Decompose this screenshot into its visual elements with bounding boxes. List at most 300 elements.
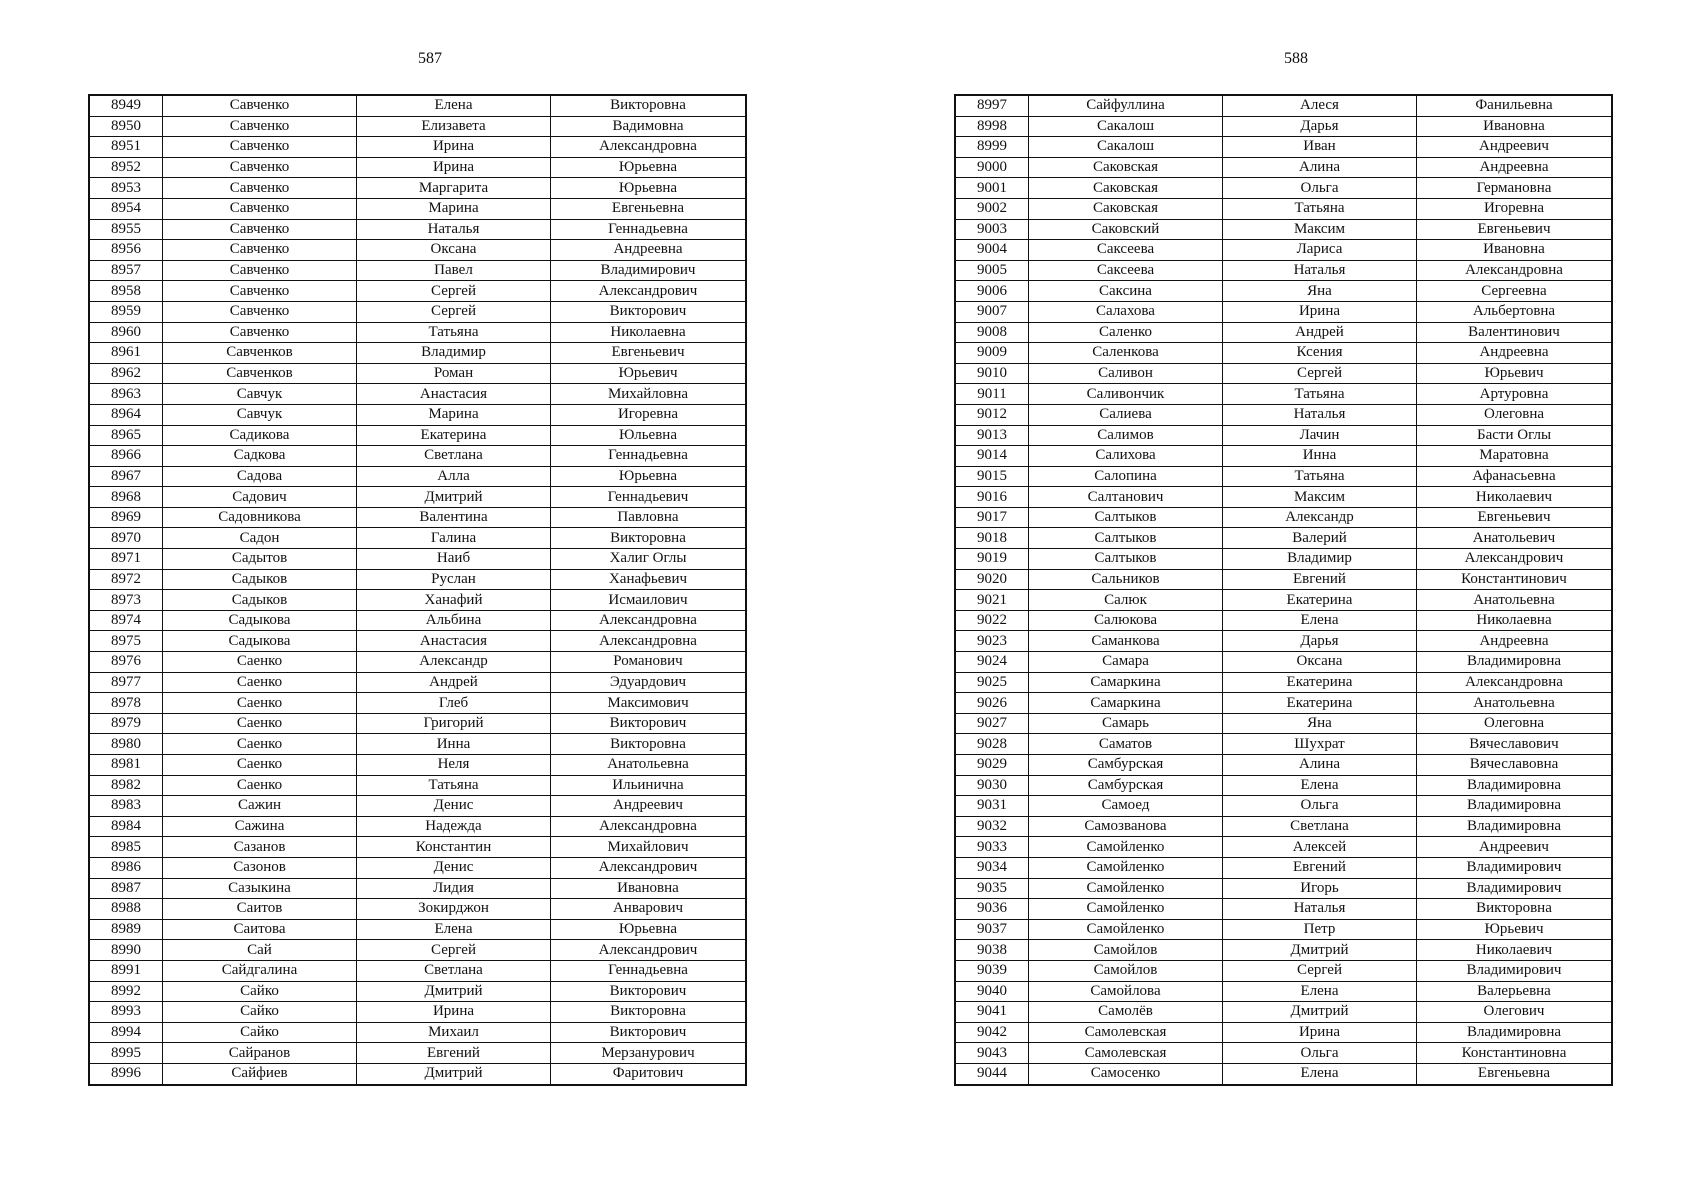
record-number-cell: 9018: [955, 528, 1029, 549]
patronymic-cell: Максимович: [551, 693, 747, 714]
surname-cell: Салюк: [1029, 590, 1223, 611]
record-number-cell: 9027: [955, 713, 1029, 734]
first-name-cell: Евгений: [1223, 857, 1417, 878]
surname-cell: Салихова: [1029, 446, 1223, 467]
first-name-cell: Елена: [1223, 775, 1417, 796]
table-row: [955, 487, 1612, 508]
record-number-cell: 8961: [89, 343, 163, 364]
surname-cell: Салимов: [1029, 425, 1223, 446]
record-number-cell: 9010: [955, 363, 1029, 384]
first-name-cell: Татьяна: [357, 322, 551, 343]
surname-cell: Салтыков: [1029, 507, 1223, 528]
first-name-cell: Маргарита: [357, 178, 551, 199]
table-row: [89, 981, 746, 1002]
first-name-cell: Дмитрий: [1223, 1002, 1417, 1023]
record-number-cell: 9024: [955, 652, 1029, 673]
surname-cell: Садова: [163, 466, 357, 487]
patronymic-cell: Юрьевна: [551, 466, 747, 487]
surname-cell: Самойленко: [1029, 878, 1223, 899]
patronymic-cell: Андреевна: [1417, 157, 1613, 178]
first-name-cell: Ксения: [1223, 343, 1417, 364]
table-row: [89, 899, 746, 920]
patronymic-cell: Андреевич: [551, 796, 747, 817]
first-name-cell: Оксана: [357, 240, 551, 261]
table-row: [89, 507, 746, 528]
record-number-cell: 8990: [89, 940, 163, 961]
surname-cell: Савченков: [163, 343, 357, 364]
table-row: [89, 198, 746, 219]
surname-cell: Савченков: [163, 363, 357, 384]
first-name-cell: Валерий: [1223, 528, 1417, 549]
patronymic-cell: Евгеньевна: [1417, 1063, 1613, 1084]
first-name-cell: Наталья: [1223, 899, 1417, 920]
patronymic-cell: Геннадьевич: [551, 487, 747, 508]
record-number-cell: 8973: [89, 590, 163, 611]
surname-cell: Салахова: [1029, 301, 1223, 322]
first-name-cell: Дмитрий: [357, 487, 551, 508]
table-row: [89, 157, 746, 178]
surname-cell: Савченко: [163, 198, 357, 219]
surname-cell: Самойленко: [1029, 899, 1223, 920]
record-number-cell: 9026: [955, 693, 1029, 714]
first-name-cell: Анастасия: [357, 384, 551, 405]
patronymic-cell: Игоревна: [551, 404, 747, 425]
surname-cell: Савченко: [163, 322, 357, 343]
surname-cell: Саенко: [163, 775, 357, 796]
surname-cell: Сакалош: [1029, 137, 1223, 158]
patronymic-cell: Евгеньевич: [1417, 219, 1613, 240]
patronymic-cell: Викторович: [551, 981, 747, 1002]
table-row: [89, 693, 746, 714]
table-row: [89, 672, 746, 693]
record-number-cell: 9030: [955, 775, 1029, 796]
first-name-cell: Екатерина: [1223, 693, 1417, 714]
surname-cell: Савчук: [163, 384, 357, 405]
first-name-cell: Наиб: [357, 549, 551, 570]
record-number-cell: 8978: [89, 693, 163, 714]
surname-cell: Саенко: [163, 672, 357, 693]
table-row: [955, 301, 1612, 322]
patronymic-cell: Викторовна: [551, 528, 747, 549]
surname-cell: Салтанович: [1029, 487, 1223, 508]
patronymic-cell: Вячеславовна: [1417, 755, 1613, 776]
surname-cell: Саливон: [1029, 363, 1223, 384]
record-number-cell: 8995: [89, 1043, 163, 1064]
record-number-cell: 8993: [89, 1002, 163, 1023]
first-name-cell: Денис: [357, 857, 551, 878]
record-number-cell: 9017: [955, 507, 1029, 528]
table-row: [955, 1002, 1612, 1023]
surname-cell: Саковская: [1029, 178, 1223, 199]
patronymic-cell: Юрьевна: [551, 157, 747, 178]
record-number-cell: 8986: [89, 857, 163, 878]
patronymic-cell: Михайловна: [551, 384, 747, 405]
surname-cell: Саксина: [1029, 281, 1223, 302]
table-row: [955, 404, 1612, 425]
table-row: [955, 919, 1612, 940]
record-number-cell: 9009: [955, 343, 1029, 364]
first-name-cell: Инна: [1223, 446, 1417, 467]
record-number-cell: 8972: [89, 569, 163, 590]
record-number-cell: 9011: [955, 384, 1029, 405]
record-number-cell: 9028: [955, 734, 1029, 755]
patronymic-cell: Анатольевич: [1417, 528, 1613, 549]
surname-cell: Саенко: [163, 755, 357, 776]
patronymic-cell: Владимировна: [1417, 1022, 1613, 1043]
surname-cell: Сайдгалина: [163, 960, 357, 981]
record-number-cell: 8954: [89, 198, 163, 219]
surname-cell: Сазонов: [163, 857, 357, 878]
patronymic-cell: Викторович: [551, 301, 747, 322]
surname-cell: Сазанов: [163, 837, 357, 858]
patronymic-cell: Анатольевна: [551, 755, 747, 776]
first-name-cell: Глеб: [357, 693, 551, 714]
surname-cell: Сажин: [163, 796, 357, 817]
first-name-cell: Ольга: [1223, 1043, 1417, 1064]
surname-cell: Садыков: [163, 590, 357, 611]
first-name-cell: Григорий: [357, 713, 551, 734]
surname-cell: Салтыков: [1029, 549, 1223, 570]
record-number-cell: 9014: [955, 446, 1029, 467]
table-row: [955, 137, 1612, 158]
surname-cell: Сайко: [163, 1022, 357, 1043]
first-name-cell: Ирина: [357, 157, 551, 178]
record-number-cell: 9025: [955, 672, 1029, 693]
record-number-cell: 9002: [955, 198, 1029, 219]
surname-cell: Самолёв: [1029, 1002, 1223, 1023]
first-name-cell: Алеся: [1223, 95, 1417, 116]
surname-cell: Сайфиев: [163, 1063, 357, 1084]
table-row: [955, 528, 1612, 549]
patronymic-cell: Мерзанурович: [551, 1043, 747, 1064]
patronymic-cell: Владимировна: [1417, 775, 1613, 796]
first-name-cell: Марина: [357, 404, 551, 425]
surname-cell: Садкова: [163, 446, 357, 467]
first-name-cell: Наталья: [1223, 260, 1417, 281]
first-name-cell: Инна: [357, 734, 551, 755]
surname-cell: Саливончик: [1029, 384, 1223, 405]
table-row: [89, 178, 746, 199]
patronymic-cell: Владимирович: [1417, 960, 1613, 981]
surname-cell: Саенко: [163, 693, 357, 714]
surname-cell: Саитова: [163, 919, 357, 940]
patronymic-cell: Александрович: [551, 940, 747, 961]
patronymic-cell: Михайлович: [551, 837, 747, 858]
record-number-cell: 9015: [955, 466, 1029, 487]
patronymic-cell: Александровна: [551, 816, 747, 837]
table-row: [955, 219, 1612, 240]
page-number: 588: [1284, 50, 1308, 67]
surname-cell: Сайранов: [163, 1043, 357, 1064]
page-number: 587: [418, 50, 442, 67]
first-name-cell: Роман: [357, 363, 551, 384]
record-number-cell: 8964: [89, 404, 163, 425]
table-row: [955, 95, 1612, 116]
table-row: [89, 281, 746, 302]
first-name-cell: Наталья: [1223, 404, 1417, 425]
first-name-cell: Елена: [357, 95, 551, 116]
surname-cell: Сай: [163, 940, 357, 961]
surname-cell: Саковский: [1029, 219, 1223, 240]
table-row: [89, 343, 746, 364]
roster-table-body: [89, 95, 746, 1085]
first-name-cell: Максим: [1223, 219, 1417, 240]
surname-cell: Самоед: [1029, 796, 1223, 817]
patronymic-cell: Александровна: [551, 137, 747, 158]
table-row: [89, 816, 746, 837]
first-name-cell: Елена: [1223, 1063, 1417, 1084]
table-row: [89, 590, 746, 611]
table-row: [89, 569, 746, 590]
first-name-cell: Константин: [357, 837, 551, 858]
surname-cell: Саенко: [163, 713, 357, 734]
patronymic-cell: Евгеньевич: [1417, 507, 1613, 528]
record-number-cell: 9031: [955, 796, 1029, 817]
record-number-cell: 8987: [89, 878, 163, 899]
table-row: [955, 981, 1612, 1002]
record-number-cell: 8950: [89, 116, 163, 137]
record-number-cell: 9029: [955, 755, 1029, 776]
patronymic-cell: Геннадьевна: [551, 219, 747, 240]
table-row: [89, 610, 746, 631]
first-name-cell: Дарья: [1223, 116, 1417, 137]
patronymic-cell: Андреевна: [551, 240, 747, 261]
record-number-cell: 9016: [955, 487, 1029, 508]
record-number-cell: 8997: [955, 95, 1029, 116]
patronymic-cell: Ивановна: [551, 878, 747, 899]
record-number-cell: 8999: [955, 137, 1029, 158]
first-name-cell: Ханафий: [357, 590, 551, 611]
first-name-cell: Светлана: [357, 960, 551, 981]
patronymic-cell: Владимировна: [1417, 796, 1613, 817]
record-number-cell: 9042: [955, 1022, 1029, 1043]
surname-cell: Саковская: [1029, 198, 1223, 219]
surname-cell: Савченко: [163, 178, 357, 199]
record-number-cell: 9008: [955, 322, 1029, 343]
table-row: [955, 466, 1612, 487]
patronymic-cell: Владимирович: [551, 260, 747, 281]
first-name-cell: Яна: [1223, 713, 1417, 734]
table-row: [955, 116, 1612, 137]
table-row: [89, 1002, 746, 1023]
patronymic-cell: Фанильевна: [1417, 95, 1613, 116]
patronymic-cell: Александрович: [551, 281, 747, 302]
table-row: [955, 569, 1612, 590]
patronymic-cell: Андреевич: [1417, 137, 1613, 158]
patronymic-cell: Альбертовна: [1417, 301, 1613, 322]
record-number-cell: 9012: [955, 404, 1029, 425]
first-name-cell: Надежда: [357, 816, 551, 837]
table-row: [955, 775, 1612, 796]
table-row: [955, 384, 1612, 405]
first-name-cell: Татьяна: [1223, 198, 1417, 219]
record-number-cell: 9044: [955, 1063, 1029, 1084]
first-name-cell: Алексей: [1223, 837, 1417, 858]
patronymic-cell: Александровна: [551, 631, 747, 652]
first-name-cell: Екатерина: [357, 425, 551, 446]
first-name-cell: Сергей: [357, 281, 551, 302]
patronymic-cell: Юрьевна: [551, 919, 747, 940]
right-page: [946, 0, 1646, 1200]
table-row: [89, 487, 746, 508]
table-row: [955, 755, 1612, 776]
surname-cell: Самозванова: [1029, 816, 1223, 837]
surname-cell: Сажина: [163, 816, 357, 837]
record-number-cell: 9003: [955, 219, 1029, 240]
table-row: [955, 590, 1612, 611]
surname-cell: Сакалош: [1029, 116, 1223, 137]
record-number-cell: 8958: [89, 281, 163, 302]
surname-cell: Савченко: [163, 116, 357, 137]
surname-cell: Саитов: [163, 899, 357, 920]
surname-cell: Савченко: [163, 301, 357, 322]
patronymic-cell: Александровна: [551, 610, 747, 631]
surname-cell: Саксеева: [1029, 240, 1223, 261]
patronymic-cell: Викторовна: [1417, 899, 1613, 920]
patronymic-cell: Владимировна: [1417, 652, 1613, 673]
first-name-cell: Дмитрий: [357, 981, 551, 1002]
first-name-cell: Марина: [357, 198, 551, 219]
record-number-cell: 8985: [89, 837, 163, 858]
table-row: [955, 1063, 1612, 1084]
first-name-cell: Алла: [357, 466, 551, 487]
record-number-cell: 8998: [955, 116, 1029, 137]
record-number-cell: 8994: [89, 1022, 163, 1043]
record-number-cell: 8981: [89, 755, 163, 776]
record-number-cell: 8989: [89, 919, 163, 940]
table-row: [89, 466, 746, 487]
surname-cell: Самойленко: [1029, 919, 1223, 940]
surname-cell: Саманкова: [1029, 631, 1223, 652]
first-name-cell: Петр: [1223, 919, 1417, 940]
table-row: [89, 652, 746, 673]
patronymic-cell: Германовна: [1417, 178, 1613, 199]
surname-cell: Самойленко: [1029, 857, 1223, 878]
surname-cell: Савченко: [163, 95, 357, 116]
table-row: [955, 940, 1612, 961]
table-row: [955, 260, 1612, 281]
table-row: [89, 775, 746, 796]
patronymic-cell: Николаевич: [1417, 940, 1613, 961]
record-number-cell: 9037: [955, 919, 1029, 940]
record-number-cell: 9006: [955, 281, 1029, 302]
patronymic-cell: Николаевич: [1417, 487, 1613, 508]
record-number-cell: 8966: [89, 446, 163, 467]
surname-cell: Садон: [163, 528, 357, 549]
table-row: [89, 1063, 746, 1084]
patronymic-cell: Олеговна: [1417, 713, 1613, 734]
table-row: [89, 404, 746, 425]
patronymic-cell: Ханафьевич: [551, 569, 747, 590]
first-name-cell: Андрей: [357, 672, 551, 693]
table-row: [955, 672, 1612, 693]
patronymic-cell: Ивановна: [1417, 116, 1613, 137]
table-row: [955, 178, 1612, 199]
patronymic-cell: Сергеевна: [1417, 281, 1613, 302]
first-name-cell: Александр: [357, 652, 551, 673]
surname-cell: Самбурская: [1029, 755, 1223, 776]
surname-cell: Самаркина: [1029, 693, 1223, 714]
roster-table: [954, 94, 1613, 1086]
surname-cell: Садытов: [163, 549, 357, 570]
first-name-cell: Елена: [1223, 610, 1417, 631]
patronymic-cell: Александровна: [1417, 260, 1613, 281]
roster-table-body: [955, 95, 1612, 1085]
first-name-cell: Светлана: [357, 446, 551, 467]
record-number-cell: 8977: [89, 672, 163, 693]
patronymic-cell: Романович: [551, 652, 747, 673]
record-number-cell: 9041: [955, 1002, 1029, 1023]
record-number-cell: 8971: [89, 549, 163, 570]
record-number-cell: 8988: [89, 899, 163, 920]
table-row: [955, 857, 1612, 878]
table-row: [89, 116, 746, 137]
surname-cell: Салиева: [1029, 404, 1223, 425]
table-row: [955, 363, 1612, 384]
record-number-cell: 8970: [89, 528, 163, 549]
surname-cell: Самолевская: [1029, 1043, 1223, 1064]
first-name-cell: Дмитрий: [357, 1063, 551, 1084]
record-number-cell: 8992: [89, 981, 163, 1002]
record-number-cell: 9038: [955, 940, 1029, 961]
patronymic-cell: Геннадьевна: [551, 960, 747, 981]
first-name-cell: Лариса: [1223, 240, 1417, 261]
surname-cell: Садыкова: [163, 631, 357, 652]
table-row: [955, 693, 1612, 714]
first-name-cell: Сергей: [357, 301, 551, 322]
patronymic-cell: Юрьевич: [1417, 919, 1613, 940]
patronymic-cell: Викторович: [551, 713, 747, 734]
first-name-cell: Евгений: [357, 1043, 551, 1064]
table-row: [89, 837, 746, 858]
table-row: [89, 1022, 746, 1043]
first-name-cell: Максим: [1223, 487, 1417, 508]
table-row: [89, 384, 746, 405]
surname-cell: Сайфуллина: [1029, 95, 1223, 116]
record-number-cell: 8953: [89, 178, 163, 199]
table-row: [955, 610, 1612, 631]
first-name-cell: Павел: [357, 260, 551, 281]
table-row: [89, 219, 746, 240]
first-name-cell: Алина: [1223, 157, 1417, 178]
patronymic-cell: Николаевна: [551, 322, 747, 343]
record-number-cell: 9023: [955, 631, 1029, 652]
first-name-cell: Елена: [1223, 981, 1417, 1002]
first-name-cell: Ольга: [1223, 178, 1417, 199]
table-row: [89, 260, 746, 281]
table-row: [955, 713, 1612, 734]
table-row: [955, 1022, 1612, 1043]
table-row: [89, 528, 746, 549]
surname-cell: Саенко: [163, 734, 357, 755]
surname-cell: Салюкова: [1029, 610, 1223, 631]
record-number-cell: 9007: [955, 301, 1029, 322]
patronymic-cell: Вадимовна: [551, 116, 747, 137]
table-row: [955, 322, 1612, 343]
record-number-cell: 9036: [955, 899, 1029, 920]
record-number-cell: 8996: [89, 1063, 163, 1084]
patronymic-cell: Маратовна: [1417, 446, 1613, 467]
surname-cell: Самойленко: [1029, 837, 1223, 858]
table-row: [955, 343, 1612, 364]
table-row: [89, 322, 746, 343]
record-number-cell: 8974: [89, 610, 163, 631]
table-row: [89, 940, 746, 961]
table-row: [955, 899, 1612, 920]
surname-cell: Самарь: [1029, 713, 1223, 734]
first-name-cell: Екатерина: [1223, 590, 1417, 611]
record-number-cell: 8982: [89, 775, 163, 796]
